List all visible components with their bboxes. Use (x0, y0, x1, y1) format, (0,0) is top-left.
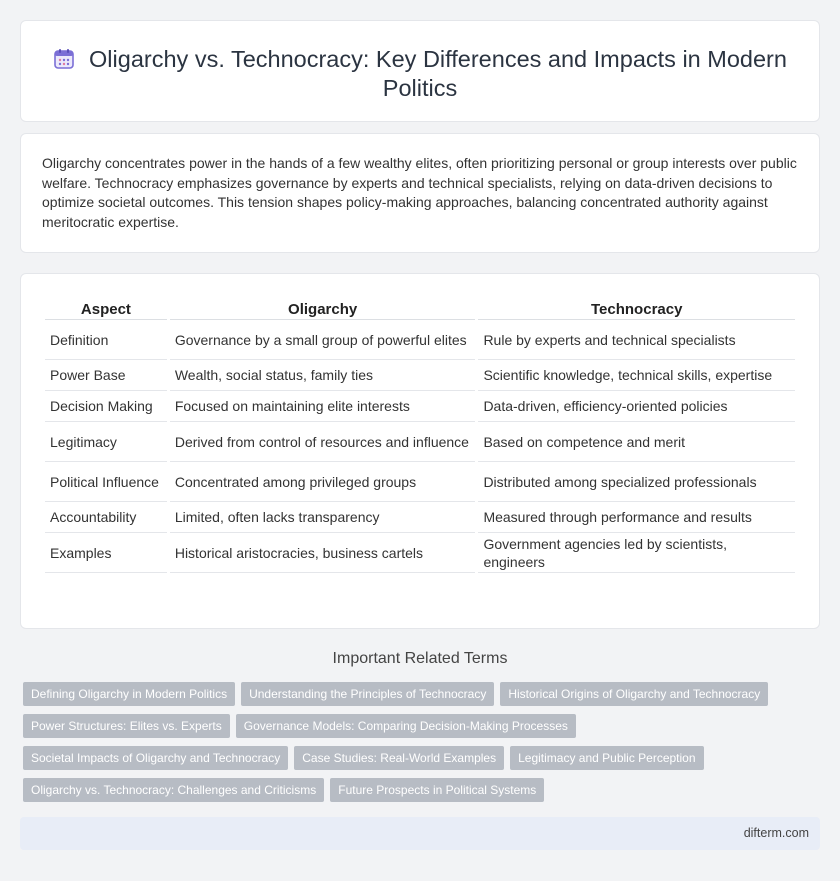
calendar-icon (53, 48, 75, 70)
table-header-row (45, 295, 795, 320)
technocracy-cell: Rule by experts and technical specialists (478, 320, 795, 360)
header-aspect: Aspect (45, 295, 167, 320)
comparison-card (20, 273, 820, 629)
related-tag[interactable]: Historical Origins of Oligarchy and Technocracy (500, 682, 768, 706)
technocracy-cell: Scientific knowledge, technical skills, expertise (478, 360, 795, 391)
oligarchy-cell: Wealth, social status, family ties (170, 360, 476, 391)
table-row (45, 462, 795, 502)
related-tag[interactable]: Case Studies: Real-World Examples (294, 746, 504, 770)
related-tag[interactable]: Governance Models: Comparing Decision-Making Processes (236, 714, 576, 738)
technocracy-cell: Measured through performance and results (478, 502, 795, 533)
technocracy-cell: Distributed among specialized professionals (478, 462, 795, 502)
related-tag[interactable]: Understanding the Principles of Technocracy (241, 682, 494, 706)
header-technocracy: Technocracy (478, 295, 795, 320)
header-oligarchy: Oligarchy (170, 295, 476, 320)
oligarchy-cell: Governance by a small group of powerful elites (170, 320, 476, 360)
related-tag[interactable]: Oligarchy vs. Technocracy: Challenges and Criticisms (23, 778, 324, 802)
related-tag[interactable]: Power Structures: Elites vs. Experts (23, 714, 230, 738)
technocracy-cell: Data-driven, efficiency-oriented policies (478, 391, 795, 422)
table-row (45, 391, 795, 422)
technocracy-cell: Government agencies led by scientists, engineers (478, 533, 795, 573)
aspect-cell: Decision Making (45, 391, 167, 422)
related-tag[interactable]: Societal Impacts of Oligarchy and Technocracy (23, 746, 288, 770)
related-tag[interactable]: Future Prospects in Political Systems (330, 778, 544, 802)
oligarchy-cell: Derived from control of resources and influence (170, 422, 476, 462)
oligarchy-cell: Limited, often lacks transparency (170, 502, 476, 533)
aspect-cell: Accountability (45, 502, 167, 533)
related-tag[interactable]: Defining Oligarchy in Modern Politics (23, 682, 235, 706)
technocracy-cell: Based on competence and merit (478, 422, 795, 462)
table-row (45, 502, 795, 533)
oligarchy-cell: Historical aristocracies, business cartels (170, 533, 476, 573)
aspect-cell: Definition (45, 320, 167, 360)
table-row (45, 360, 795, 391)
footer-site-link[interactable]: difterm.com (743, 826, 809, 840)
aspect-cell: Legitimacy (45, 422, 167, 462)
footer (20, 817, 820, 850)
related-tags (23, 682, 823, 810)
table-row (45, 533, 795, 573)
oligarchy-cell: Focused on maintaining elite interests (170, 391, 476, 422)
aspect-cell: Political Influence (45, 462, 167, 502)
table-row (45, 422, 795, 462)
intro-card (20, 133, 820, 253)
aspect-cell: Examples (45, 533, 167, 573)
intro-paragraph: Oligarchy concentrates power in the hands of a few wealthy elites, often prioritizing personal or group interests over public welfare. Technocracy emphasizes governance by experts and technical specialists, relying on data-driven decisions to optimize societal outcomes. This tension shapes policy-making approaches, balancing concentrated authority against meritocratic expertise. (42, 155, 797, 230)
related-terms-title: Important Related Terms (332, 650, 508, 667)
oligarchy-cell: Concentrated among privileged groups (170, 462, 476, 502)
title-card (20, 20, 820, 122)
table-row (45, 320, 795, 360)
page-title: Oligarchy vs. Technocracy: Key Differences and Impacts in Modern Politics (89, 46, 787, 101)
aspect-cell: Power Base (45, 360, 167, 391)
comparison-table (42, 295, 798, 573)
related-tag[interactable]: Legitimacy and Public Perception (510, 746, 703, 770)
